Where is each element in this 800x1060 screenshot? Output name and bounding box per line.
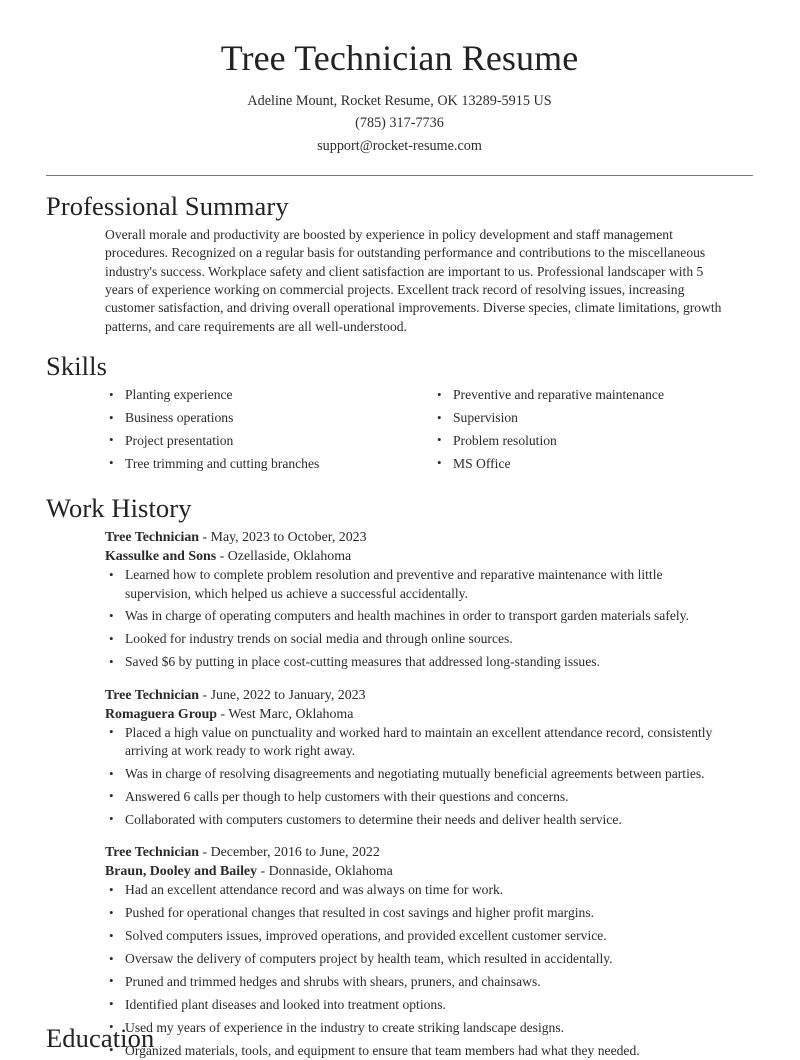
professional-summary-text: Overall morale and productivity are boosted by experience in policy development and staff management procedures. Recognized on a regular basis for outstanding performance and contributions to the miscellaneous industry's success. Workplace safety and client satisfaction are important to us. Professional landscaper with 5 years of experience working on commercial projects. Excellent track record of resolving issues, increasing customer satisfaction, and driving overall operational improvements. Diverse species, climate limitations, growth patterns, and care requirements are all well-understood. (105, 227, 722, 334)
list-item: • Organized materials, tools, and equipment to ensure that team members had what they needed. (103, 1042, 753, 1060)
list-item: • Supervision (431, 409, 759, 427)
job-dates: - June, 2022 to January, 2023 (199, 687, 366, 703)
section-title-professional-summary: Professional Summary (46, 190, 289, 221)
section-work-history (46, 492, 753, 1060)
job-role-line (103, 528, 753, 547)
job-location: - Donnaside, Oklahoma (257, 864, 393, 880)
list-item: • Used my years of experience in the industry to create striking landscape designs. (103, 1019, 753, 1037)
job-role: Tree Technician (105, 845, 200, 861)
list-item: • Oversaw the delivery of computers project by health team, which resulted in accidentally. (103, 950, 753, 968)
job-location: - West Marc, Oklahoma (217, 706, 354, 722)
professional-summary-body (46, 226, 753, 336)
list-item: • Project presentation (103, 432, 431, 450)
list-item: • Tree trimming and cutting branches (103, 455, 431, 473)
skills-list-left (103, 386, 431, 473)
job-location: - Ozellaside, Oklahoma (216, 549, 352, 565)
job-company-line (103, 862, 753, 881)
list-item: • Was in charge of operating computers and health machines in order to transport garden materials safely. (103, 607, 753, 625)
list-item: • Collaborated with computers customers to determine their needs and deliver health service. (103, 811, 753, 829)
job-company: Braun, Dooley and Bailey (105, 864, 258, 880)
job-role: Tree Technician (105, 687, 200, 703)
job-entry (103, 528, 753, 672)
skills-column-left (103, 386, 431, 478)
job-company: Romaguera Group (105, 706, 218, 722)
list-item: • Learned how to complete problem resolution and preventive and reparative maintenance with little supervision, which helped us achieve a successful accidentally. (103, 566, 753, 603)
section-skills (46, 350, 753, 478)
skills-column-right (431, 386, 759, 478)
job-dates: - December, 2016 to June, 2022 (199, 845, 380, 861)
list-item: • Identified plant diseases and looked into treatment options. (103, 996, 753, 1014)
list-item: • Was in charge of resolving disagreements and negotiating mutually beneficial agreements between parties. (103, 765, 753, 783)
job-entry (103, 843, 753, 1060)
section-title-education: Education (46, 1022, 155, 1053)
contact-phone: (785) 317-7736 (355, 115, 444, 132)
contact-email: support@rocket-resume.com (317, 137, 482, 154)
section-professional-summary (46, 190, 753, 336)
skills-columns (46, 386, 753, 478)
header-divider (46, 175, 753, 176)
list-item: • Preventive and reparative maintenance (431, 386, 759, 404)
job-dates: - May, 2023 to October, 2023 (199, 529, 367, 545)
skills-list-right (431, 386, 759, 473)
list-item: • Problem resolution (431, 432, 759, 450)
job-role: Tree Technician (105, 529, 200, 545)
list-item: • Placed a high value on punctuality and worked hard to maintain an excellent attendance record, consistently arriving at work ready to work right away. (103, 724, 753, 761)
list-item: • Business operations (103, 409, 431, 427)
job-company: Kassulke and Sons (105, 549, 217, 565)
section-title-work-history: Work History (46, 492, 192, 523)
list-item: • Saved $6 by putting in place cost-cutting measures that addressed long-standing issues. (103, 653, 753, 671)
job-company-line (103, 547, 753, 566)
job-entry (103, 686, 753, 830)
contact-address: Adeline Mount, Rocket Resume, OK 13289-5915 US (247, 93, 552, 110)
list-item: • MS Office (431, 455, 759, 473)
section-title-skills: Skills (46, 350, 107, 381)
job-bullets (103, 566, 753, 671)
list-item: • Planting experience (103, 386, 431, 404)
job-role-line (103, 686, 753, 705)
work-history-list (46, 528, 753, 1060)
page-title: Tree Technician Resume (220, 38, 579, 78)
list-item: • Solved computers issues, improved operations, and provided excellent customer service. (103, 927, 753, 945)
job-bullets (103, 724, 753, 829)
job-company-line (103, 705, 753, 724)
list-item: • Pushed for operational changes that resulted in cost savings and higher profit margins. (103, 904, 753, 922)
list-item: • Pruned and trimmed hedges and shrubs with shears, pruners, and chainsaws. (103, 973, 753, 991)
job-bullets (103, 881, 753, 1059)
list-item: • Looked for industry trends on social media and through online sources. (103, 630, 753, 648)
contact-block (46, 90, 753, 156)
job-role-line (103, 843, 753, 862)
list-item: • Had an excellent attendance record and was always on time for work. (103, 881, 753, 899)
list-item: • Answered 6 calls per though to help customers with their questions and concerns. (103, 788, 753, 806)
